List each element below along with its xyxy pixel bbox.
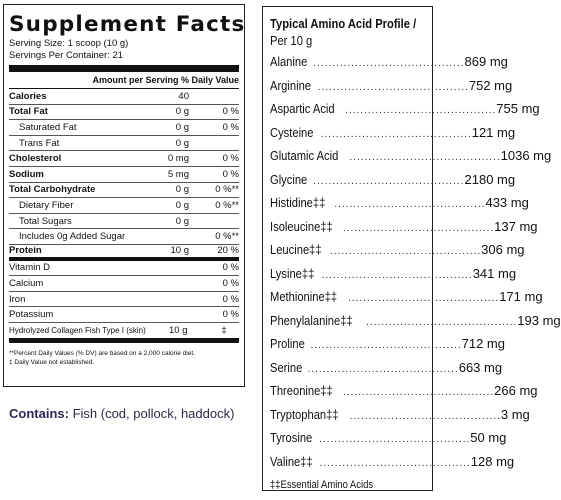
nutrient-daily-value: 0 %** (215, 184, 239, 196)
footnote-dv: **Percent Daily Values (% DV) are based on a 2,000 calorie diet. (9, 349, 195, 357)
essential-note: ‡‡Essential Amino Acids (270, 479, 374, 491)
amino-acid-value: 752 mg (468, 77, 513, 93)
dot-leader: ........................................ (366, 316, 518, 328)
nutrient-row (9, 151, 239, 167)
nutrient-name: Dietary Fiber (19, 199, 74, 211)
amino-acid-row (270, 453, 515, 478)
nutrient-amount: 10 g (170, 245, 189, 257)
footnote-dagger: ‡ Daily Value not established. (9, 358, 95, 366)
contains-text: Fish (cod, pollock, haddock) (68, 406, 235, 421)
amino-acid-value: 712 mg (461, 336, 505, 351)
amino-acid-name: Threonine‡‡ (270, 383, 333, 398)
nutrient-amount: 0 g (175, 106, 189, 118)
nutrient-daily-value: 0 % (222, 121, 239, 133)
amino-acid-row (270, 54, 508, 78)
nutrient-name: Includes 0g Added Sugar (19, 231, 126, 243)
collagen-name: Hydrolyzed Collagen Fish Type I (skin) (9, 325, 146, 335)
collagen-dv: ‡ (221, 324, 227, 336)
dot-leader: ........................................ (330, 246, 482, 257)
nutrient-row (9, 167, 239, 183)
nutrient-row (9, 214, 239, 230)
amino-acid-value: 266 mg (494, 383, 538, 398)
nutrient-row (9, 136, 239, 152)
amino-acid-value: 1036 mg (500, 148, 552, 163)
nutrient-row (9, 183, 239, 199)
amino-acid-name: Isoleucine‡‡ (270, 218, 333, 234)
amino-acid-value: 3 mg (500, 406, 530, 422)
amino-acid-row (270, 242, 525, 266)
amino-acid-name: Alanine (270, 54, 308, 69)
amino-acid-value: 137 mg (494, 218, 538, 234)
amino-acid-value: 755 mg (496, 101, 540, 116)
dot-leader: ........................................ (321, 269, 473, 281)
servings-per-container: Servings Per Container: 21 (9, 50, 124, 61)
nutrient-daily-value: 0 % (222, 277, 239, 289)
nutrient-daily-value: 0 %** (215, 231, 239, 243)
amino-acid-name: Tryptophan‡‡ (270, 406, 339, 422)
dot-leader: ........................................ (319, 457, 471, 469)
nutrient-daily-value: 0 % (222, 293, 239, 305)
nutrient-amount: 5 mg (167, 168, 189, 180)
nutrient-name: Saturated Fat (19, 121, 77, 133)
nutrient-name: Vitamin D (9, 262, 51, 274)
amino-acid-value: 121 mg (471, 124, 516, 140)
nutrient-name: Potassium (9, 309, 54, 321)
nutrient-row (9, 307, 239, 323)
amino-acid-value: 171 mg (499, 289, 543, 304)
supplement-facts-title: Supplement Facts (9, 12, 246, 37)
nutrient-name: Calories (9, 90, 47, 102)
dot-leader: ........................................ (349, 410, 501, 422)
footnotes (9, 349, 239, 367)
amino-acid-name: Cysteine (270, 124, 314, 140)
amino-acid-row (270, 336, 505, 360)
nutrient-row (9, 229, 239, 245)
nutrient-row (9, 245, 239, 261)
nutrient-daily-value: 20 % (217, 245, 239, 257)
amino-acid-name: Arginine (270, 77, 312, 93)
amino-acid-name: Lysine‡‡ (270, 265, 315, 281)
amino-acid-name: Histidine‡‡ (270, 195, 326, 210)
nutrient-name: Protein (9, 245, 42, 257)
nutrient-row (9, 276, 239, 292)
dot-leader: ........................................ (343, 387, 495, 398)
nutrient-name: Cholesterol (9, 153, 62, 165)
amino-acid-name: Phenylalanine‡‡ (270, 312, 353, 328)
amino-acid-list (270, 54, 561, 477)
nutrient-amount: 0 g (175, 199, 189, 211)
dot-leader: ........................................ (313, 58, 465, 69)
amino-acid-row (270, 289, 543, 313)
nutrient-daily-value: 0 % (222, 262, 239, 274)
contains-label: Contains: (9, 406, 69, 421)
collagen-amount: 10 g (169, 324, 188, 336)
nutrient-name: Calcium (9, 277, 44, 289)
amino-acid-row (270, 124, 516, 149)
nutrient-row (9, 105, 239, 121)
amino-acid-value: 306 mg (481, 242, 525, 257)
amino-acid-name: Leucine‡‡ (270, 242, 322, 257)
nutrient-daily-value: 0 % (222, 168, 239, 180)
amino-acid-value: 433 mg (485, 195, 529, 210)
nutrient-amount: 0 g (175, 137, 189, 149)
amino-acid-row (270, 383, 538, 407)
amino-acid-panel (262, 6, 561, 491)
dot-leader: ........................................ (348, 293, 500, 304)
nutrient-amount: 40 (178, 90, 189, 102)
nutrient-amount: 0 g (175, 215, 189, 227)
nutrient-row (9, 198, 239, 214)
nutrient-daily-value: 0 % (222, 106, 239, 118)
dot-leader: ........................................ (349, 152, 501, 163)
dot-leader: ........................................ (320, 128, 472, 140)
amino-acid-row (270, 218, 538, 243)
dot-leader: ........................................ (343, 222, 495, 234)
nutrient-name: Total Sugars (19, 215, 72, 227)
amino-acid-value: 663 mg (458, 359, 503, 375)
divider-thick (9, 65, 239, 72)
column-header: Amount per Serving % Daily Value (9, 72, 239, 89)
nutrient-amount: 0 mg (167, 153, 189, 165)
amino-acid-row (270, 406, 530, 431)
supplement-facts-panel (3, 4, 245, 387)
nutrient-row (9, 120, 239, 136)
serving-size: Serving Size: 1 scoop (10 g) (9, 38, 129, 49)
amino-acid-value: 869 mg (464, 54, 508, 69)
dot-leader: ........................................ (319, 434, 471, 445)
nutrient-amount: 0 g (175, 184, 189, 196)
nutrient-daily-value: 0 %** (215, 199, 239, 211)
nutrient-table (9, 89, 239, 323)
amino-acid-row (270, 265, 517, 290)
amino-acid-name: Proline (270, 336, 305, 351)
nutrient-amount: 0 g (175, 121, 189, 133)
amino-acid-row (270, 101, 540, 125)
amino-acid-name: Glutamic Acid (270, 148, 339, 163)
amino-acid-value: 128 mg (470, 453, 515, 469)
dot-leader: ........................................ (334, 199, 486, 210)
amino-profile-subtitle: Per 10 g (270, 33, 313, 48)
amino-acid-row (270, 312, 561, 337)
amino-acid-row (270, 77, 513, 102)
amino-acid-row (270, 171, 516, 196)
nutrient-row (9, 261, 239, 277)
dot-leader: ........................................ (317, 81, 469, 93)
dot-leader: ........................................ (310, 340, 462, 351)
nutrient-name: Total Fat (9, 106, 48, 118)
amino-acid-value: 2180 mg (464, 171, 516, 187)
nutrient-row (9, 89, 239, 105)
amino-acid-row (270, 148, 552, 172)
nutrient-daily-value: 0 % (222, 309, 239, 321)
nutrient-name: Trans Fat (19, 137, 60, 149)
amino-acid-value: 50 mg (470, 430, 507, 445)
amino-acid-value: 341 mg (472, 265, 517, 281)
nutrient-daily-value: 0 % (222, 153, 239, 165)
amino-acid-name: Valine‡‡ (270, 453, 313, 469)
allergen-statement (9, 406, 234, 421)
amino-profile-title: Typical Amino Acid Profile / (270, 16, 417, 31)
dot-leader: ........................................ (307, 363, 459, 375)
amino-acid-name: Aspartic Acid (270, 101, 335, 116)
amino-acid-value: 193 mg (517, 312, 561, 328)
amino-acid-row (270, 195, 529, 219)
collagen-row (9, 323, 239, 343)
dot-leader: ........................................ (313, 175, 465, 187)
dot-leader: ........................................ (345, 105, 497, 116)
amino-acid-name: Tyrosine (270, 430, 313, 445)
amino-acid-row (270, 359, 503, 384)
nutrient-row (9, 292, 239, 308)
nutrient-name: Sodium (9, 168, 44, 180)
amino-acid-name: Glycine (270, 171, 308, 187)
amino-acid-name: Serine (270, 359, 303, 375)
amino-acid-row (270, 430, 507, 454)
nutrient-name: Total Carbohydrate (9, 184, 96, 196)
nutrient-name: Iron (9, 293, 26, 305)
amino-acid-name: Methionine‡‡ (270, 289, 338, 304)
